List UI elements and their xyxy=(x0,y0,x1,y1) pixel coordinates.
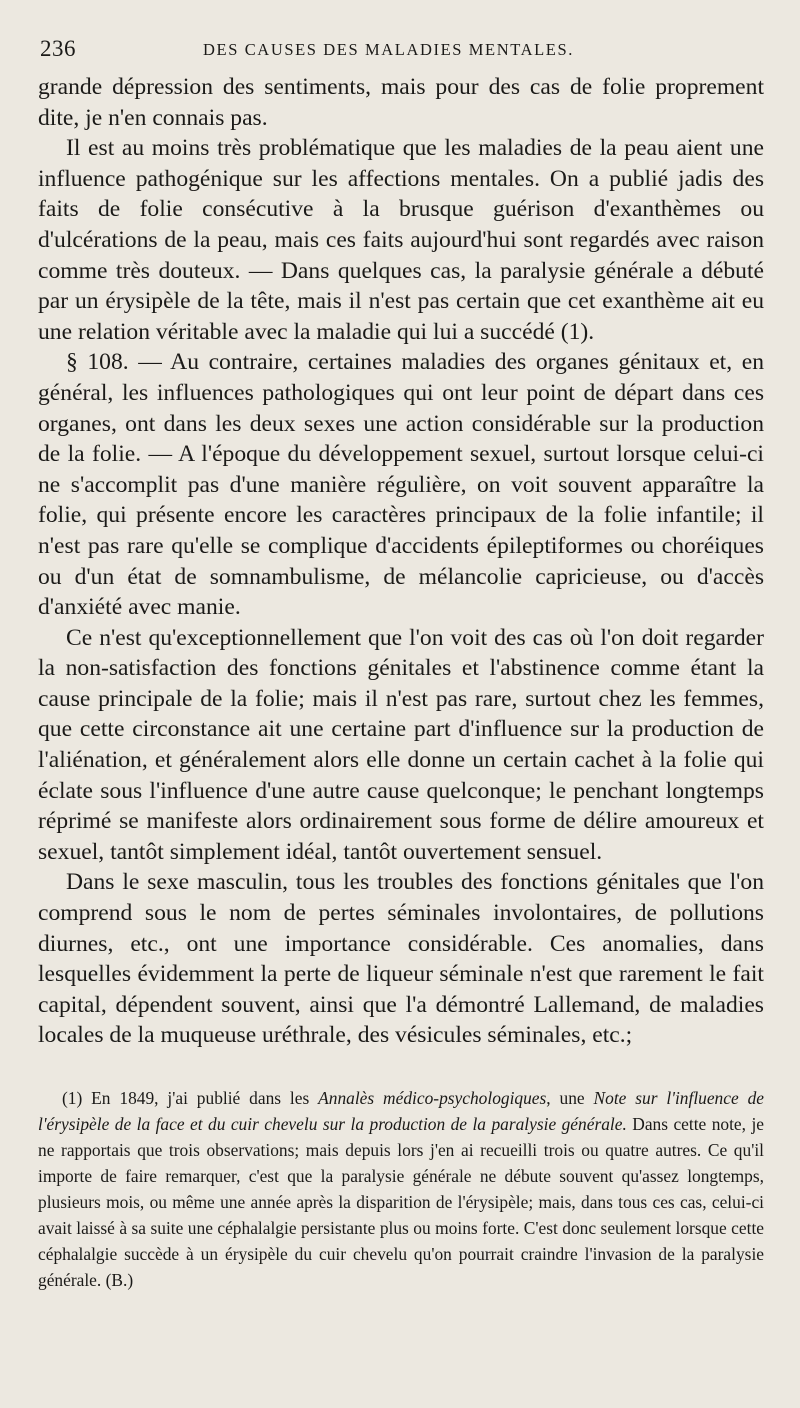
footnote-signature: (B.) xyxy=(105,1270,134,1290)
paragraph-section-108: § 108. — Au contraire, certaines maladies des organes génitaux et, en général, les influences pathologiques qui ont leur point de départ dans ces organes, ont dans les deux sexes une action considérable sur la production de la folie. — A l'époque du développement sexuel, surtout lorsque celui-ci ne s'accomplit pas d'une manière régulière, on voit souvent apparaître la folie, qui présente encore les caractères principaux de la folie infantile; il n'est pas rare qu'elle se complique d'accidents épileptiformes ou choréiques ou d'un état de somnambulisme, de mélancolie capricieuse, ou d'accès d'anxiété avec manie. xyxy=(38,349,764,621)
footnote-note-title: Note sur l'influence de l'érysipèle de la face et du cuir chevelu sur la production de la paralysie générale. xyxy=(38,1088,764,1134)
footnote-journal-title: Annalès médico-psychologiques xyxy=(318,1088,547,1108)
paragraph-skin-diseases: Il est au moins très problématique que les maladies de la peau aient une influence pathogénique sur les affections mentales. On a publié jadis des faits de folie consécutive à la brusque guérison d'exanthèmes ou d'ulcérations de la peau, mais ces faits aujourd'hui sont regardés avec raison comme très douteux. — Dans quelques cas, la paralysie générale a débuté par un érysipèle de la tête, mais il n'est pas certain que cet exanthème ait eu une relation véritable avec la maladie qui lui a succédé (1). xyxy=(38,135,764,345)
footnote-1 xyxy=(38,1085,764,1293)
footnote-text-a: (1) En 1849, j'ai publié dans les xyxy=(62,1088,319,1108)
footnotes xyxy=(38,1085,764,1293)
paragraph-masculine-sex: Dans le sexe masculin, tous les troubles des fonctions génitales que l'on comprend sous le nom de pertes séminales involontaires, de pollutions diurnes, etc., ont une importance considérable. Ces anomalies, dans lesquelles évidemment la perte de liqueur séminale n'est que rarement le fait capital, dépendent souvent, ainsi que l'a démontré Lallemand, de maladies locales de la muqueuse uréthrale, des vésicules séminales, etc.; xyxy=(38,869,764,1049)
footnote-text-c: , une xyxy=(546,1088,594,1108)
page-number: 236 xyxy=(40,36,76,61)
paragraph-continuation: grande dépression des sentiments, mais pour des cas de folie proprement dite, je n'en connais pas. xyxy=(38,74,764,131)
page-header xyxy=(38,34,764,72)
main-text xyxy=(38,72,764,1051)
paragraph-abstinence: Ce n'est qu'exceptionnellement que l'on voit des cas où l'on doit regarder la non-satisfaction des fonctions génitales et l'abstinence comme étant la cause principale de la folie; mais il n'est pas rare, surtout chez les femmes, que cette circonstance ait une certaine part d'influence sur la production de l'aliénation, et généralement alors elle donne un certain cachet à la folie qui éclate sous l'influence d'une autre cause quelconque; le penchant longtemps réprimé se manifeste alors ordinairement sous forme de délire amoureux et sexuel, tantôt simplement idéal, tantôt ouvertement sensuel. xyxy=(38,624,764,865)
running-title: DES CAUSES DES MALADIES MENTALES. xyxy=(203,40,574,59)
footnote-text-e: Dans cette note, je ne rapportais que trois observations; mais depuis lors j'en ai recueilli trois ou quatre autres. Ce qu'il importe de faire remarquer, c'est que la paralysie générale ne débute souvent qu'assez longtemps, plusieurs mois, ou même une année après la disparition de l'érysipèle; mais, dans tous ces cas, celui-ci avait laissé à sa suite une céphalalgie persistante plus ou moins forte. C'est donc seulement lorsque cette céphalalgie succède à un érysipèle du cuir chevelu qu'on pourrait craindre l'invasion de la paralysie générale. xyxy=(38,1114,764,1290)
